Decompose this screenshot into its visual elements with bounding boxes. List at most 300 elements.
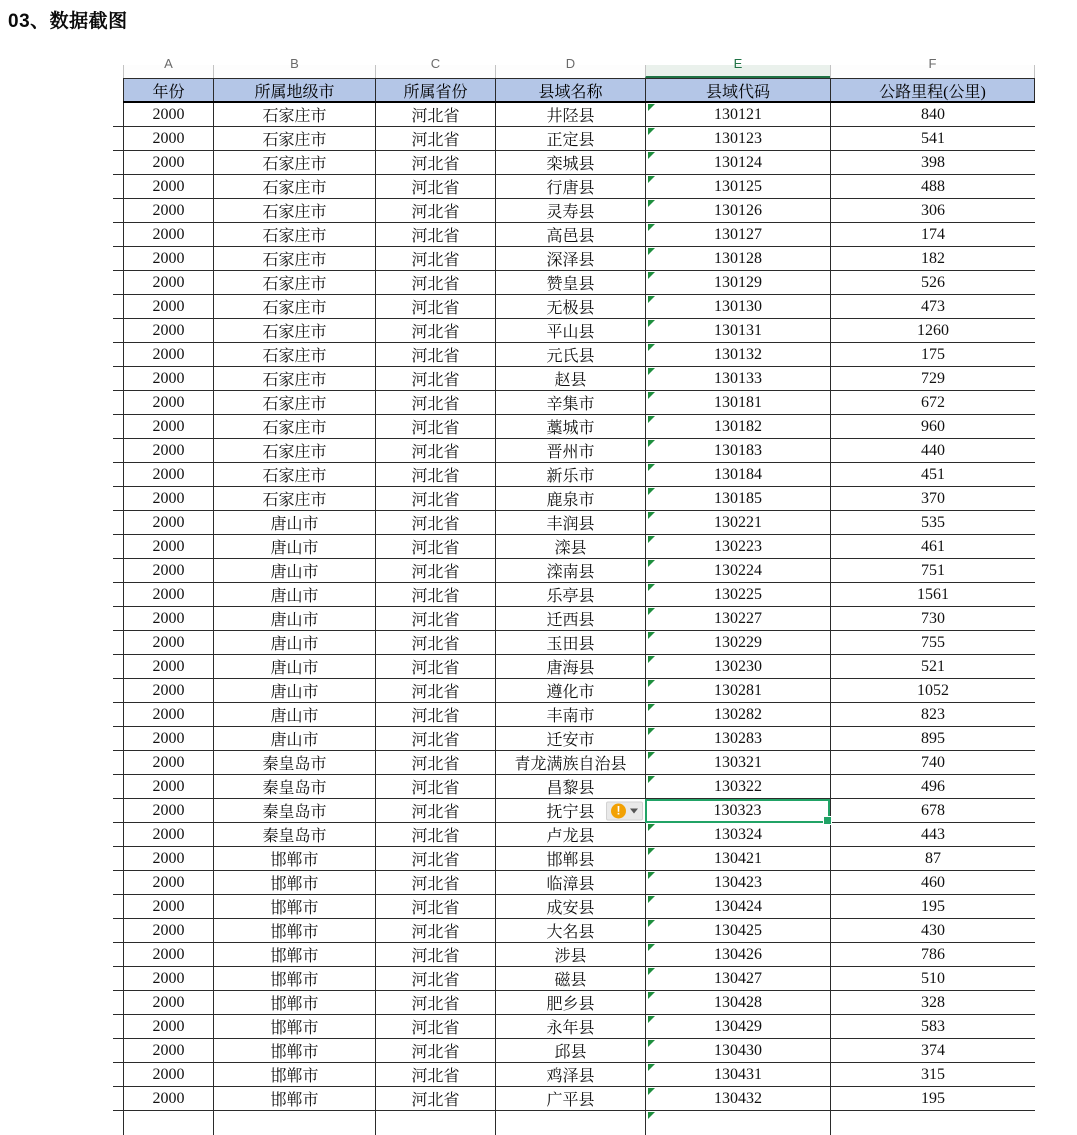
cell-mileage[interactable] [830,271,1035,295]
cell-code[interactable] [645,631,830,655]
cell-province[interactable] [375,535,495,559]
cell-code[interactable] [645,583,830,607]
cell-year[interactable] [123,1039,213,1063]
cell-county[interactable] [495,1087,645,1111]
cell-mileage[interactable] [830,631,1035,655]
cell-county[interactable] [495,799,645,823]
cell-province[interactable] [375,199,495,223]
cell-value: 河北省 [411,324,460,341]
cell-value: 邱县 [554,1044,587,1061]
cell-mileage[interactable] [830,703,1035,727]
cell-city[interactable] [213,271,375,295]
cell-county[interactable] [495,535,645,559]
cell-code[interactable] [645,439,830,463]
table-row [113,103,1035,127]
cell-province[interactable] [375,655,495,679]
cell-code[interactable] [645,223,830,247]
cell-province[interactable] [375,751,495,775]
cell-mileage[interactable] [830,511,1035,535]
cell-code[interactable] [645,535,830,559]
table-header-row [123,78,1035,103]
cell-city[interactable] [213,727,375,751]
cell-code[interactable] [645,871,830,895]
cell-mileage[interactable] [830,559,1035,583]
cell-mileage[interactable] [830,847,1035,871]
header-city[interactable]: 所属地级市 [213,79,375,101]
cell-code[interactable] [645,343,830,367]
cell-code[interactable] [645,319,830,343]
cell-mileage[interactable] [830,943,1035,967]
cell-mileage[interactable] [830,751,1035,775]
cell-code[interactable] [645,511,830,535]
cell-code[interactable] [645,991,830,1015]
cell-year[interactable] [123,607,213,631]
cell-province[interactable] [375,319,495,343]
cell-city[interactable] [213,439,375,463]
cell-county[interactable] [495,847,645,871]
cell-mileage[interactable] [830,367,1035,391]
cell-county[interactable] [495,703,645,727]
cell-province[interactable] [375,391,495,415]
cell-year[interactable] [123,295,213,319]
cell-county[interactable] [495,775,645,799]
cell-year[interactable] [123,727,213,751]
table-row [113,439,1035,463]
cell-county[interactable] [495,1039,645,1063]
cell-value: 丰润县 [546,516,595,533]
cell-year[interactable] [123,463,213,487]
column-letter-F[interactable] [830,56,1035,78]
cell-county[interactable] [495,1111,645,1135]
cell-county[interactable] [495,1015,645,1039]
cell-county[interactable] [495,223,645,247]
cell-county[interactable] [495,559,645,583]
cell-province[interactable] [375,799,495,823]
cell-code[interactable] [645,415,830,439]
cell-year[interactable] [123,223,213,247]
cell-code[interactable] [645,751,830,775]
fill-handle[interactable] [823,816,832,825]
cell-year[interactable] [123,391,213,415]
cell-year[interactable] [123,487,213,511]
cell-city[interactable] [213,247,375,271]
cell-year[interactable] [123,823,213,847]
cell-city[interactable] [213,607,375,631]
cell-mileage[interactable] [830,775,1035,799]
cell-year[interactable] [123,535,213,559]
cell-code[interactable] [645,247,830,271]
cell-mileage[interactable] [830,391,1035,415]
cell-county[interactable] [495,247,645,271]
cell-mileage[interactable] [830,871,1035,895]
cell-year[interactable] [123,439,213,463]
cell-mileage[interactable] [830,439,1035,463]
cell-city[interactable] [213,679,375,703]
column-letter-B[interactable] [213,56,375,78]
cell-county[interactable] [495,679,645,703]
error-checking-button[interactable] [606,801,643,820]
cell-city[interactable] [213,535,375,559]
cell-county[interactable] [495,823,645,847]
cell-province[interactable] [375,439,495,463]
cell-county[interactable] [495,1063,645,1087]
cell-year[interactable] [123,991,213,1015]
cell-province[interactable] [375,919,495,943]
cell-value: 石家庄市 [262,348,327,365]
gridline-stub [113,127,123,151]
cell-year[interactable] [123,247,213,271]
cell-value: 玉田县 [546,636,595,653]
cell-province[interactable] [375,631,495,655]
cell-code[interactable] [645,847,830,871]
cell-value: 河北省 [411,948,460,965]
cell-province[interactable] [375,943,495,967]
cell-year[interactable] [123,895,213,919]
cell-year[interactable] [123,943,213,967]
cell-province[interactable] [375,127,495,151]
cell-county[interactable] [495,751,645,775]
cell-year[interactable] [123,103,213,127]
cell-code[interactable] [645,391,830,415]
cell-code[interactable] [645,295,830,319]
cell-code[interactable] [645,367,830,391]
cell-province[interactable] [375,175,495,199]
cell-code[interactable] [645,1039,830,1063]
cell-mileage[interactable] [830,103,1035,127]
cell-province[interactable] [375,703,495,727]
cell-city[interactable] [213,391,375,415]
cell-mileage[interactable] [830,319,1035,343]
cell-year[interactable] [123,871,213,895]
cell-county[interactable] [495,727,645,751]
cell-county[interactable] [495,583,645,607]
cell-code[interactable] [645,823,830,847]
cell-county[interactable] [495,463,645,487]
cell-mileage[interactable] [830,175,1035,199]
cell-city[interactable] [213,871,375,895]
cell-county[interactable] [495,391,645,415]
cell-city[interactable] [213,127,375,151]
cell-county[interactable] [495,415,645,439]
cell-mileage[interactable] [830,343,1035,367]
cell-year[interactable] [123,199,213,223]
number-as-text-triangle-icon [648,248,655,255]
cell-year[interactable] [123,343,213,367]
cell-mileage[interactable] [830,967,1035,991]
cell-mileage[interactable] [830,1111,1035,1135]
cell-city[interactable] [213,967,375,991]
cell-city[interactable] [213,1111,375,1135]
cell-city[interactable] [213,511,375,535]
cell-code[interactable] [645,175,830,199]
cell-value: 786 [921,945,945,963]
cell-code[interactable] [645,703,830,727]
cell-mileage[interactable] [830,607,1035,631]
cell-mileage[interactable] [830,1087,1035,1111]
cell-mileage[interactable] [830,295,1035,319]
cell-county[interactable] [495,631,645,655]
cell-province[interactable] [375,823,495,847]
cell-value: 2000 [152,321,185,339]
cell-year[interactable] [123,775,213,799]
cell-code[interactable] [645,967,830,991]
cell-mileage[interactable] [830,583,1035,607]
cell-value: 430 [921,921,945,939]
cell-county[interactable] [495,943,645,967]
cell-code[interactable] [645,919,830,943]
cell-year[interactable] [123,367,213,391]
cell-province[interactable] [375,463,495,487]
cell-code[interactable] [645,895,830,919]
cell-province[interactable] [375,1063,495,1087]
column-letter-A[interactable] [123,56,213,78]
cell-county[interactable] [495,871,645,895]
cell-city[interactable] [213,799,375,823]
cell-county[interactable] [495,487,645,511]
cell-mileage[interactable] [830,679,1035,703]
cell-year[interactable] [123,847,213,871]
header-code[interactable]: 县域代码 [645,79,830,101]
cell-city[interactable] [213,343,375,367]
column-letter-label: A [164,56,173,71]
cell-province[interactable] [375,847,495,871]
column-letter-E[interactable] [645,56,830,78]
cell-value: 永年县 [546,1020,595,1037]
cell-city[interactable] [213,751,375,775]
cell-code[interactable] [645,463,830,487]
cell-county[interactable] [495,199,645,223]
cell-province[interactable] [375,343,495,367]
cell-city[interactable] [213,919,375,943]
cell-county[interactable] [495,895,645,919]
cell-year[interactable] [123,415,213,439]
cell-code[interactable] [645,487,830,511]
cell-year[interactable] [123,559,213,583]
cell-code[interactable] [645,1063,830,1087]
cell-province[interactable] [375,991,495,1015]
cell-code[interactable] [645,799,830,823]
cell-province[interactable] [375,103,495,127]
cell-city[interactable] [213,1087,375,1111]
cell-province[interactable] [375,271,495,295]
cell-province[interactable] [375,895,495,919]
cell-province[interactable] [375,247,495,271]
cell-year[interactable] [123,1111,213,1135]
cell-city[interactable] [213,1015,375,1039]
cell-year[interactable] [123,655,213,679]
cell-county[interactable] [495,271,645,295]
cell-county[interactable] [495,967,645,991]
cell-mileage[interactable] [830,223,1035,247]
column-letter-C[interactable] [375,56,495,78]
cell-value: 唐山市 [270,612,319,629]
cell-county[interactable] [495,295,645,319]
cell-code[interactable] [645,1087,830,1111]
cell-province[interactable] [375,223,495,247]
cell-province[interactable] [375,487,495,511]
table-row [113,295,1035,319]
cell-county[interactable] [495,511,645,535]
cell-year[interactable] [123,1063,213,1087]
cell-city[interactable] [213,655,375,679]
cell-mileage[interactable] [830,1015,1035,1039]
cell-province[interactable] [375,607,495,631]
cell-city[interactable] [213,463,375,487]
cell-county[interactable] [495,343,645,367]
cell-city[interactable] [213,487,375,511]
cell-city[interactable] [213,103,375,127]
cell-year[interactable] [123,919,213,943]
cell-province[interactable] [375,295,495,319]
cell-city[interactable] [213,1063,375,1087]
cell-value: 石家庄市 [262,420,327,437]
cell-county[interactable] [495,319,645,343]
gridline-stub [113,847,123,871]
cell-year[interactable] [123,751,213,775]
cell-city[interactable] [213,175,375,199]
cell-mileage[interactable] [830,655,1035,679]
cell-code[interactable] [645,679,830,703]
cell-mileage[interactable] [830,127,1035,151]
cell-value: 182 [921,249,945,267]
cell-mileage[interactable] [830,919,1035,943]
cell-province[interactable] [375,679,495,703]
cell-city[interactable] [213,847,375,871]
cell-city[interactable] [213,199,375,223]
cell-province[interactable] [375,1039,495,1063]
cell-province[interactable] [375,415,495,439]
cell-city[interactable] [213,583,375,607]
cell-province[interactable] [375,1015,495,1039]
cell-value: 130223 [714,537,762,555]
cell-code[interactable] [645,1111,830,1135]
cell-code[interactable] [645,127,830,151]
cell-value: 赞皇县 [546,276,595,293]
cell-city[interactable] [213,415,375,439]
cell-code[interactable] [645,775,830,799]
header-mileage[interactable]: 公路里程(公里) [830,79,1035,101]
cell-mileage[interactable] [830,799,1035,823]
column-letter-D[interactable] [495,56,645,78]
cell-province[interactable] [375,583,495,607]
cell-province[interactable] [375,775,495,799]
cell-year[interactable] [123,127,213,151]
cell-code[interactable] [645,727,830,751]
cell-mileage[interactable] [830,247,1035,271]
cell-value: 石家庄市 [262,372,327,389]
cell-province[interactable] [375,1087,495,1111]
cell-mileage[interactable] [830,199,1035,223]
cell-province[interactable] [375,967,495,991]
cell-code[interactable] [645,199,830,223]
cell-city[interactable] [213,943,375,967]
cell-year[interactable] [123,175,213,199]
cell-year[interactable] [123,151,213,175]
number-as-text-triangle-icon [648,560,655,567]
cell-city[interactable] [213,775,375,799]
cell-year[interactable] [123,703,213,727]
cell-mileage[interactable] [830,823,1035,847]
cell-code[interactable] [645,943,830,967]
cell-code[interactable] [645,559,830,583]
cell-mileage[interactable] [830,415,1035,439]
cell-city[interactable] [213,151,375,175]
cell-code[interactable] [645,103,830,127]
cell-county[interactable] [495,439,645,463]
cell-city[interactable] [213,319,375,343]
cell-city[interactable] [213,559,375,583]
cell-city[interactable] [213,295,375,319]
cell-county[interactable] [495,607,645,631]
cell-county[interactable] [495,103,645,127]
cell-mileage[interactable] [830,151,1035,175]
cell-county[interactable] [495,991,645,1015]
cell-code[interactable] [645,151,830,175]
cell-county[interactable] [495,151,645,175]
cell-code[interactable] [645,271,830,295]
cell-city[interactable] [213,895,375,919]
cell-year[interactable] [123,679,213,703]
cell-city[interactable] [213,823,375,847]
cell-mileage[interactable] [830,1063,1035,1087]
cell-year[interactable] [123,1015,213,1039]
cell-year[interactable] [123,631,213,655]
cell-city[interactable] [213,631,375,655]
cell-province[interactable] [375,151,495,175]
cell-year[interactable] [123,271,213,295]
header-province[interactable]: 所属省份 [375,79,495,101]
cell-code[interactable] [645,655,830,679]
cell-code[interactable] [645,1015,830,1039]
cell-year[interactable] [123,1087,213,1111]
cell-year[interactable] [123,511,213,535]
cell-mileage[interactable] [830,991,1035,1015]
cell-code[interactable] [645,607,830,631]
cell-city[interactable] [213,367,375,391]
cell-mileage[interactable] [830,487,1035,511]
cell-county[interactable] [495,367,645,391]
cell-value: 唐山市 [270,540,319,557]
cell-city[interactable] [213,1039,375,1063]
cell-mileage[interactable] [830,727,1035,751]
cell-year[interactable] [123,583,213,607]
cell-year[interactable] [123,967,213,991]
cell-city[interactable] [213,991,375,1015]
cell-county[interactable] [495,175,645,199]
cell-mileage[interactable] [830,535,1035,559]
cell-province[interactable] [375,871,495,895]
cell-year[interactable] [123,319,213,343]
header-county[interactable]: 县域名称 [495,79,645,101]
cell-province[interactable] [375,727,495,751]
cell-county[interactable] [495,127,645,151]
header-year[interactable]: 年份 [123,79,213,101]
cell-mileage[interactable] [830,463,1035,487]
cell-city[interactable] [213,223,375,247]
cell-city[interactable] [213,703,375,727]
cell-county[interactable] [495,919,645,943]
cell-province[interactable] [375,1111,495,1135]
cell-mileage[interactable] [830,1039,1035,1063]
cell-mileage[interactable] [830,895,1035,919]
cell-province[interactable] [375,511,495,535]
cell-county[interactable] [495,655,645,679]
number-as-text-triangle-icon [648,1112,655,1119]
number-as-text-triangle-icon [648,920,655,927]
cell-province[interactable] [375,559,495,583]
cell-year[interactable] [123,799,213,823]
cell-province[interactable] [375,367,495,391]
